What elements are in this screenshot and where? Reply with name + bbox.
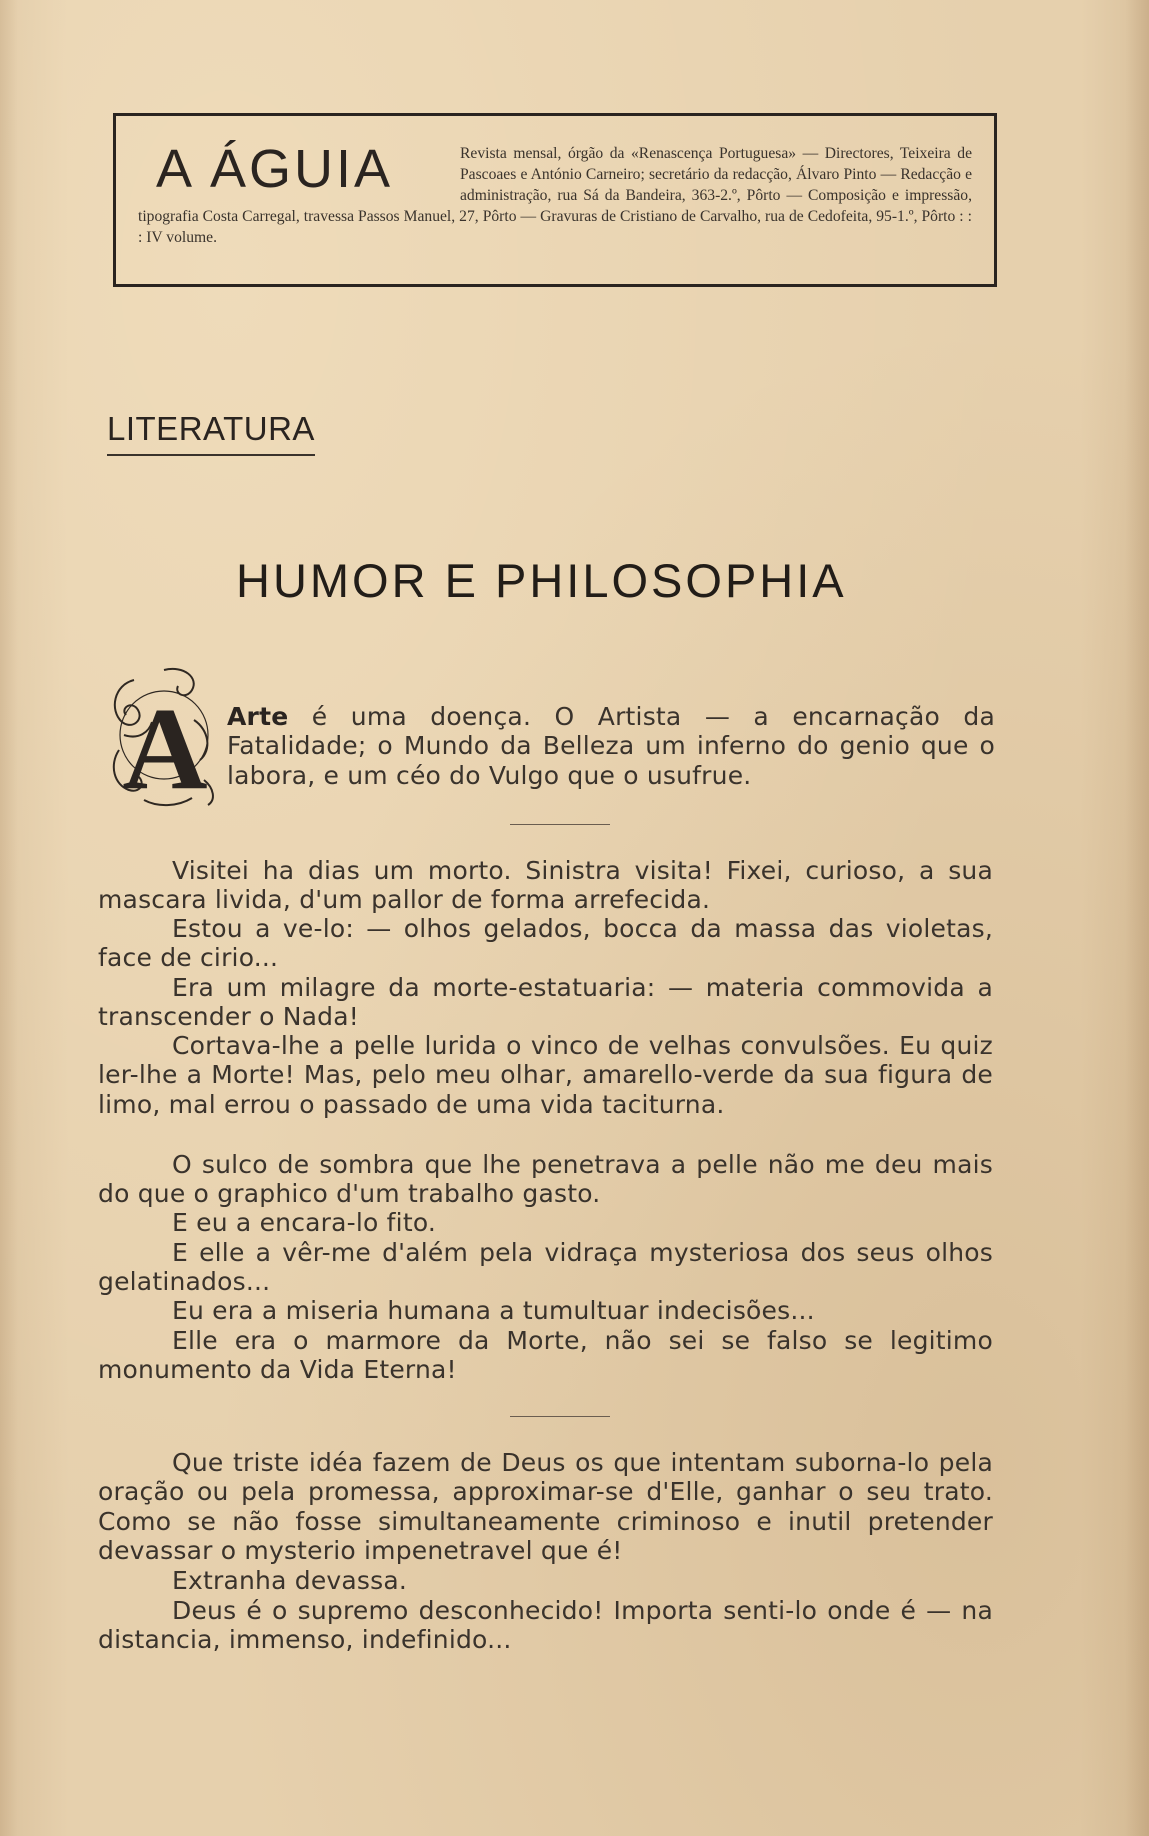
intro-lead-word: Arte (227, 702, 289, 731)
separator-rule (510, 1416, 610, 1417)
paper-stain (0, 0, 18, 1836)
paragraph: Deus é o supremo desconhecido! Importa senti-lo onde é — na distancia, immenso, indefinido... (98, 1596, 993, 1655)
masthead-imprint-text: Revista mensal, órgão da «Renascença Portuguesa» — Directores, Teixeira de Pascoaes e António Carneiro; secretário da redacção, Álvaro Pinto — Redacção e administração, rua Sá da Bandeira, 363-2.º, Pôrto — Composição e impressão, tipografia Costa Carregal, travessa Passos Manuel, 27, Pôrto — Gravuras de Cristiano de Carvalho, rua de Cedofeita, 95-1.º, Pôrto : : : IV volume. (138, 145, 972, 246)
section-heading: LITERATURA (107, 410, 315, 456)
paragraph: Que triste idéa fazem de Deus os que intentam suborna-lo pela oração ou pela promessa, approximar-se d'Elle, ganhar o seu trato. Como se não fosse simultaneamente criminoso e inutil pretender devassar o mysterio impenetravel que é! (98, 1448, 993, 1565)
paragraph: Extranha devassa. (172, 1566, 408, 1595)
paragraph: E eu a encara-lo fito. (172, 1208, 437, 1237)
paragraph: Visitei ha dias um morto. Sinistra visita! Fixei, curioso, a sua mascara livida, d'um pallor de forma arrefecida. (98, 856, 993, 915)
masthead-box (113, 113, 997, 287)
paragraph: Cortava-lhe a pelle lurida o vinco de velhas convulsões. Eu quiz ler-lhe a Morte! Mas, pelo meu olhar, amarello-verde da sua figura de limo, mal errou o passado de uma vida taciturna. (98, 1031, 993, 1119)
paper-stain (1125, 0, 1149, 1836)
ornamental-dropcap-icon (104, 660, 226, 810)
paragraph: Era um milagre da morte-estatuaria: — materia commovida a transcender o Nada! (98, 973, 993, 1032)
dropcap-letter: A (122, 683, 208, 810)
paragraph: Elle era o marmore da Morte, não sei se falso se legitimo monumento da Vida Eterna! (98, 1326, 993, 1385)
masthead-title: A ÁGUIA (156, 139, 394, 199)
masthead-title-space (138, 139, 460, 205)
paragraph: Estou a ve-lo: — olhos gelados, bocca da massa das violetas, face de cirio... (98, 914, 993, 973)
paragraph: Eu era a miseria humana a tumultuar indecisões... (172, 1296, 815, 1325)
paragraph: O sulco de sombra que lhe penetrava a pelle não me deu mais do que o graphico d'um trabalho gasto. (98, 1150, 993, 1209)
masthead-imprint (138, 139, 972, 248)
article-title: HUMOR E PHILOSOPHIA (236, 554, 847, 607)
intro-paragraph (227, 702, 995, 790)
intro-text: é uma doença. O Artista — a encarnação da Fatalidade; o Mundo da Belleza um inferno do genio que o labora, e um céo do Vulgo que o usufrue. (227, 702, 995, 790)
separator-rule (510, 824, 610, 825)
paragraph: E elle a vêr-me d'além pela vidraça mysteriosa dos seus olhos gelatinados... (98, 1238, 993, 1297)
